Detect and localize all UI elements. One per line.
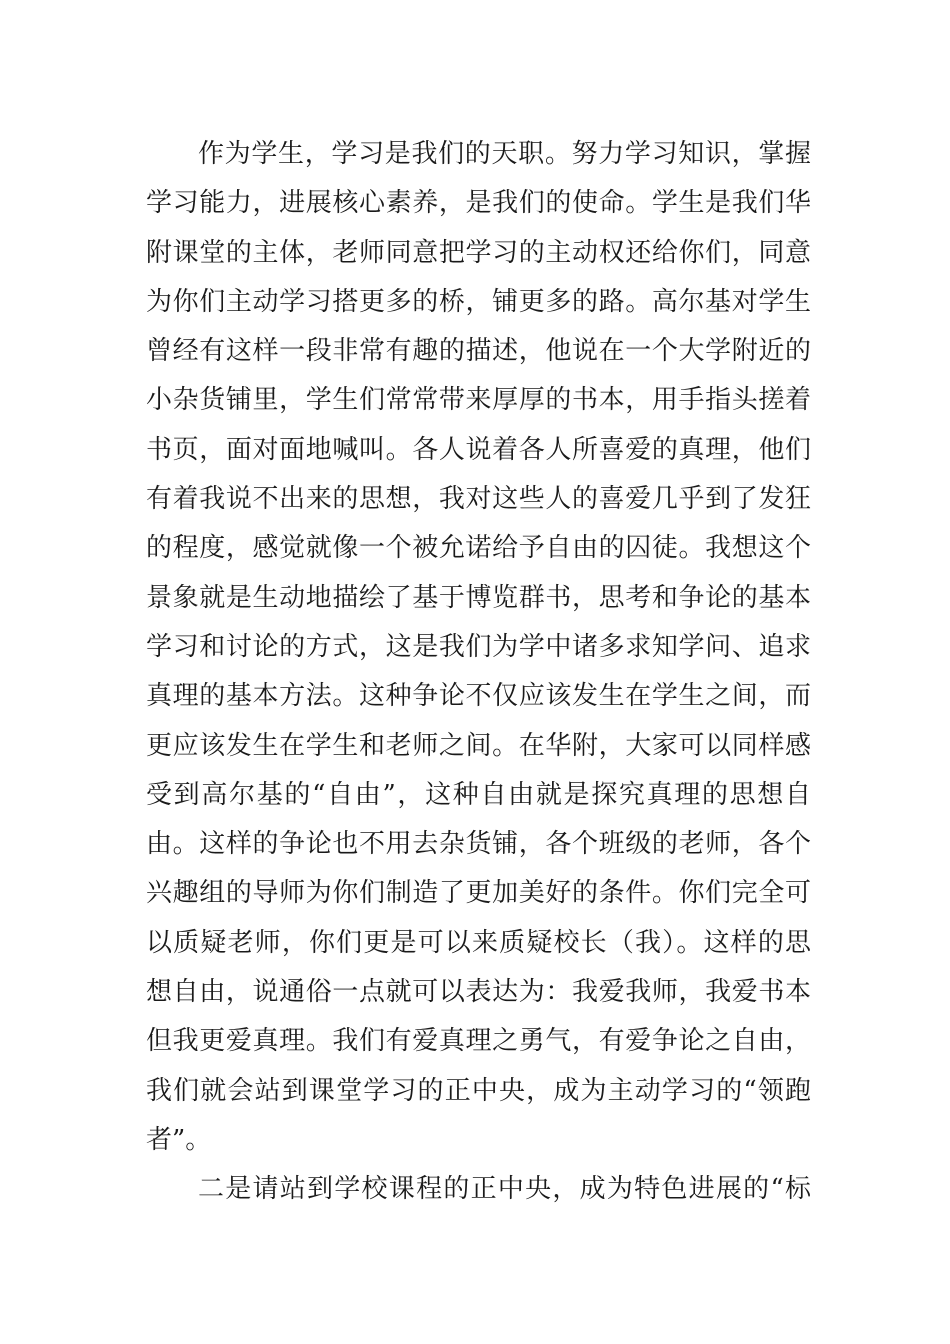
- text-line: 受到高尔基的“自由”，这种自由就是探究真理的思想自: [146, 779, 811, 810]
- paragraph-1: [146, 130, 811, 1165]
- text-line: 学习和讨论的方式，这是我们为学中诸多求知学问、追求: [146, 631, 811, 662]
- text-line: 有着我说不出来的思想，我对这些人的喜爱几乎到了发狂: [146, 484, 811, 515]
- text-line: 二是请站到学校课程的正中央，成为特色进展的“标: [198, 1174, 811, 1205]
- text-line: 者”。: [146, 1124, 212, 1155]
- text-line: 我们就会站到课堂学习的正中央，成为主动学习的“领跑: [146, 1075, 811, 1106]
- text-line: 但我更爱真理。我们有爱真理之勇气，有爱争论之自由，: [146, 1026, 811, 1057]
- text-line: 真理的基本方法。这种争论不仅应该发生在学生之间，而: [146, 681, 811, 712]
- text-line: 书页，面对面地喊叫。各人说着各人所喜爱的真理，他们: [146, 434, 811, 465]
- text-line: 学习能力，进展核心素养，是我们的使命。学生是我们华: [146, 188, 811, 219]
- text-line: 兴趣组的导师为你们制造了更加美好的条件。你们完全可: [146, 878, 811, 909]
- text-line: 景象就是生动地描绘了基于博览群书，思考和争论的基本: [146, 582, 811, 613]
- text-line: 附课堂的主体，老师同意把学习的主动权还给你们，同意: [146, 237, 811, 268]
- text-line: 由。这样的争论也不用去杂货铺，各个班级的老师，各个: [146, 829, 811, 860]
- text-line: 的程度，感觉就像一个被允诺给予自由的囚徒。我想这个: [146, 533, 811, 564]
- paragraph-2: [146, 1165, 811, 1214]
- text-line: 曾经有这样一段非常有趣的描述，他说在一个大学附近的: [146, 336, 811, 367]
- text-line: 小杂货铺里，学生们常常带来厚厚的书本，用手指头搓着: [146, 385, 811, 416]
- text-line: 想自由，说通俗一点就可以表达为：我爱我师，我爱书本: [146, 977, 811, 1008]
- text-line: 为你们主动学习搭更多的桥，铺更多的路。高尔基对学生: [146, 286, 811, 317]
- text-line: 更应该发生在学生和老师之间。在华附，大家可以同样感: [146, 730, 811, 761]
- text-line: 以质疑老师，你们更是可以来质疑校长（我）。这样的思: [146, 927, 811, 958]
- text-line: 作为学生，学习是我们的天职。努力学习知识，掌握: [198, 139, 811, 169]
- body-text: [146, 130, 811, 1215]
